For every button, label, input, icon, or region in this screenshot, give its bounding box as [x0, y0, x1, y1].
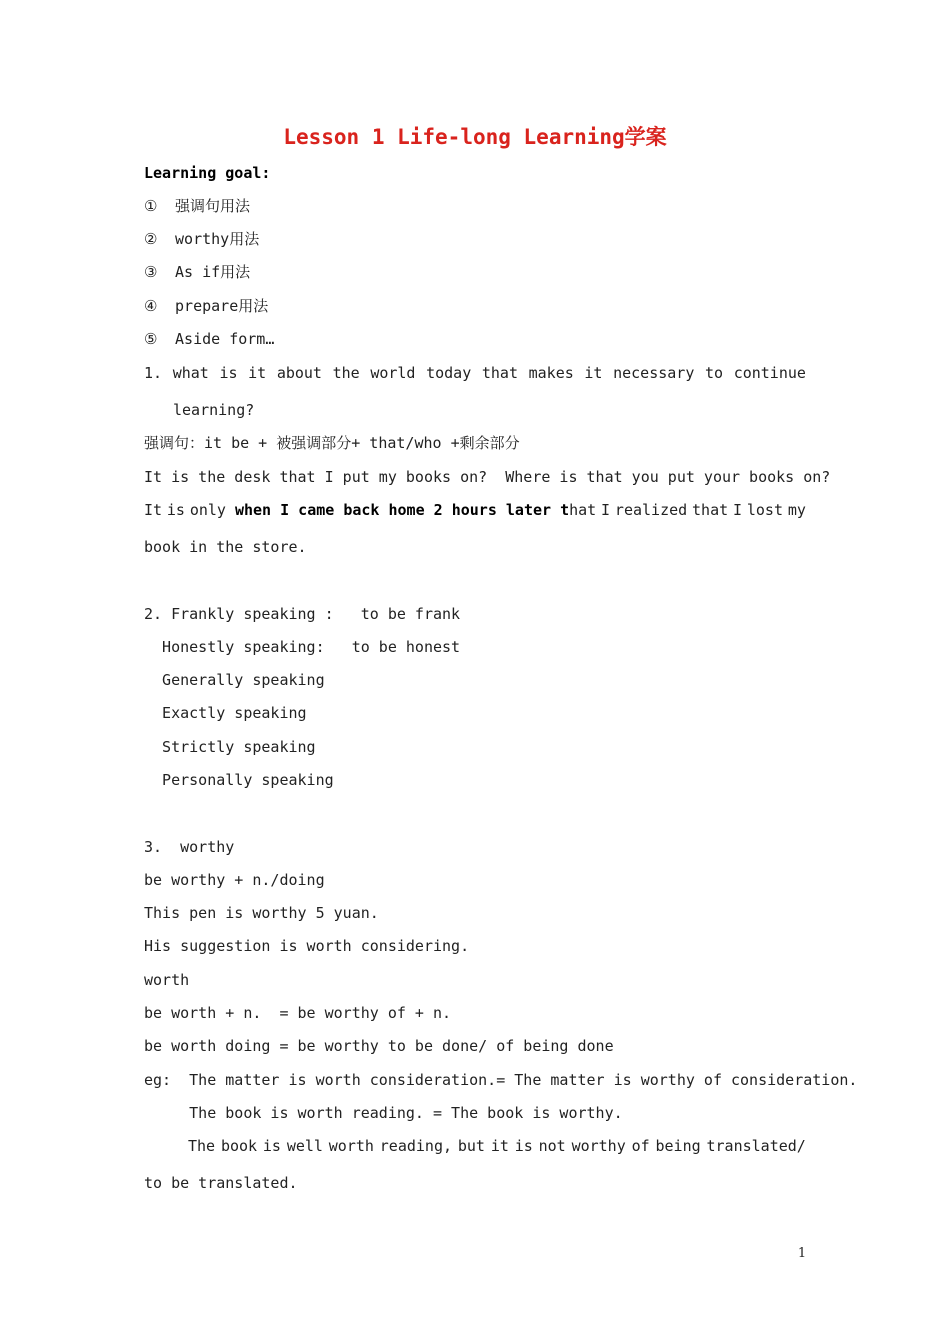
word: reading,: [379, 1137, 453, 1155]
section-3-line: This pen is worthy 5 yuan.: [144, 904, 379, 922]
word: I: [601, 501, 611, 519]
goal-text: 强调句用法: [175, 197, 251, 215]
word: it: [584, 364, 603, 382]
section-2-line: 2. Frankly speaking : to be frank: [144, 605, 461, 623]
example-line-continued: book in the store.: [144, 538, 307, 556]
word: lost: [746, 501, 783, 519]
word: book: [220, 1137, 258, 1155]
section-3-last-line-continued: to be translated.: [144, 1174, 298, 1192]
word: 1.: [144, 364, 163, 382]
section-3-line: 3. worthy: [144, 838, 235, 856]
word: necessary: [613, 364, 695, 382]
word: realized: [614, 501, 688, 519]
goal-item: [144, 229, 259, 249]
section-3-last-line: [188, 1136, 806, 1156]
word: that: [481, 364, 518, 382]
document-title: Lesson 1 Life-long Learning学案: [283, 125, 667, 149]
word: what: [172, 364, 209, 382]
section-3-line: be worth + n. = be worthy of + n.: [144, 1004, 452, 1022]
word: well: [286, 1137, 323, 1155]
word: only: [189, 501, 226, 519]
bold-emphasis: when I came back home 2 hours later t: [234, 501, 570, 519]
word: today: [426, 364, 472, 382]
section-3-line: eg: The matter is worth consideration.= The matter is worthy of consideration.: [144, 1071, 858, 1089]
goal-mark: ⑤: [144, 330, 158, 348]
example-line: It is the desk that I put my books on? Where is that you put your books on?: [144, 468, 831, 486]
goal-mark: ①: [144, 197, 158, 215]
word: worthy: [571, 1137, 626, 1155]
question-1: [144, 363, 806, 383]
goal-item: [144, 329, 274, 349]
word: it: [490, 1137, 509, 1155]
word: The: [188, 1137, 216, 1155]
word: world: [370, 364, 416, 382]
word: is: [514, 1137, 533, 1155]
page-number: 1: [797, 1246, 807, 1261]
emphasis-group: [190, 500, 596, 520]
goal-text: As if用法: [175, 263, 251, 281]
goal-text: Aside form…: [175, 330, 275, 348]
section-2-line: Honestly speaking: to be honest: [144, 638, 461, 656]
section-2-line: Personally speaking: [144, 771, 334, 789]
word: makes: [528, 364, 574, 382]
word: not: [538, 1137, 566, 1155]
goal-mark: ④: [144, 297, 158, 315]
section-3-line: be worth doing = be worthy to be done/ of being done: [144, 1037, 614, 1055]
emphasis-rule: 强调句：it be + 被强调部分+ that/who +剩余部分: [144, 434, 520, 452]
word: of: [631, 1137, 650, 1155]
word: but: [457, 1137, 485, 1155]
word: hat: [569, 501, 597, 519]
learning-goal-heading: Learning goal:: [144, 164, 271, 182]
goal-item: [144, 196, 250, 216]
word: the: [332, 364, 360, 382]
word: my: [787, 501, 806, 519]
word: that: [692, 501, 729, 519]
word: it: [248, 364, 267, 382]
goal-item: [144, 262, 250, 282]
word: worth: [328, 1137, 374, 1155]
section-2-line: Generally speaking: [144, 671, 325, 689]
section-3-line: The book is worth reading. = The book is worthy.: [144, 1104, 623, 1122]
example-line-emphasis: [144, 500, 806, 520]
goal-mark: ③: [144, 263, 158, 281]
word: continue: [733, 364, 806, 382]
goal-mark: ②: [144, 230, 158, 248]
goal-item: [144, 296, 268, 316]
word: about: [276, 364, 322, 382]
word: being: [655, 1137, 701, 1155]
word: is: [219, 364, 238, 382]
goal-text: worthy用法: [175, 230, 260, 248]
word: I: [732, 501, 743, 519]
section-2-line: Exactly speaking: [144, 704, 307, 722]
question-1-continued: learning?: [173, 401, 255, 419]
word: is: [166, 501, 185, 519]
section-3-line: His suggestion is worth considering.: [144, 937, 470, 955]
section-2-line: Strictly speaking: [144, 738, 316, 756]
section-3-line: worth: [144, 971, 190, 989]
word: translated/: [706, 1137, 806, 1155]
goal-text: prepare用法: [175, 297, 269, 315]
word: is: [262, 1137, 281, 1155]
section-3-line: be worthy + n./doing: [144, 871, 325, 889]
word: to: [705, 364, 724, 382]
word: It: [144, 501, 163, 519]
